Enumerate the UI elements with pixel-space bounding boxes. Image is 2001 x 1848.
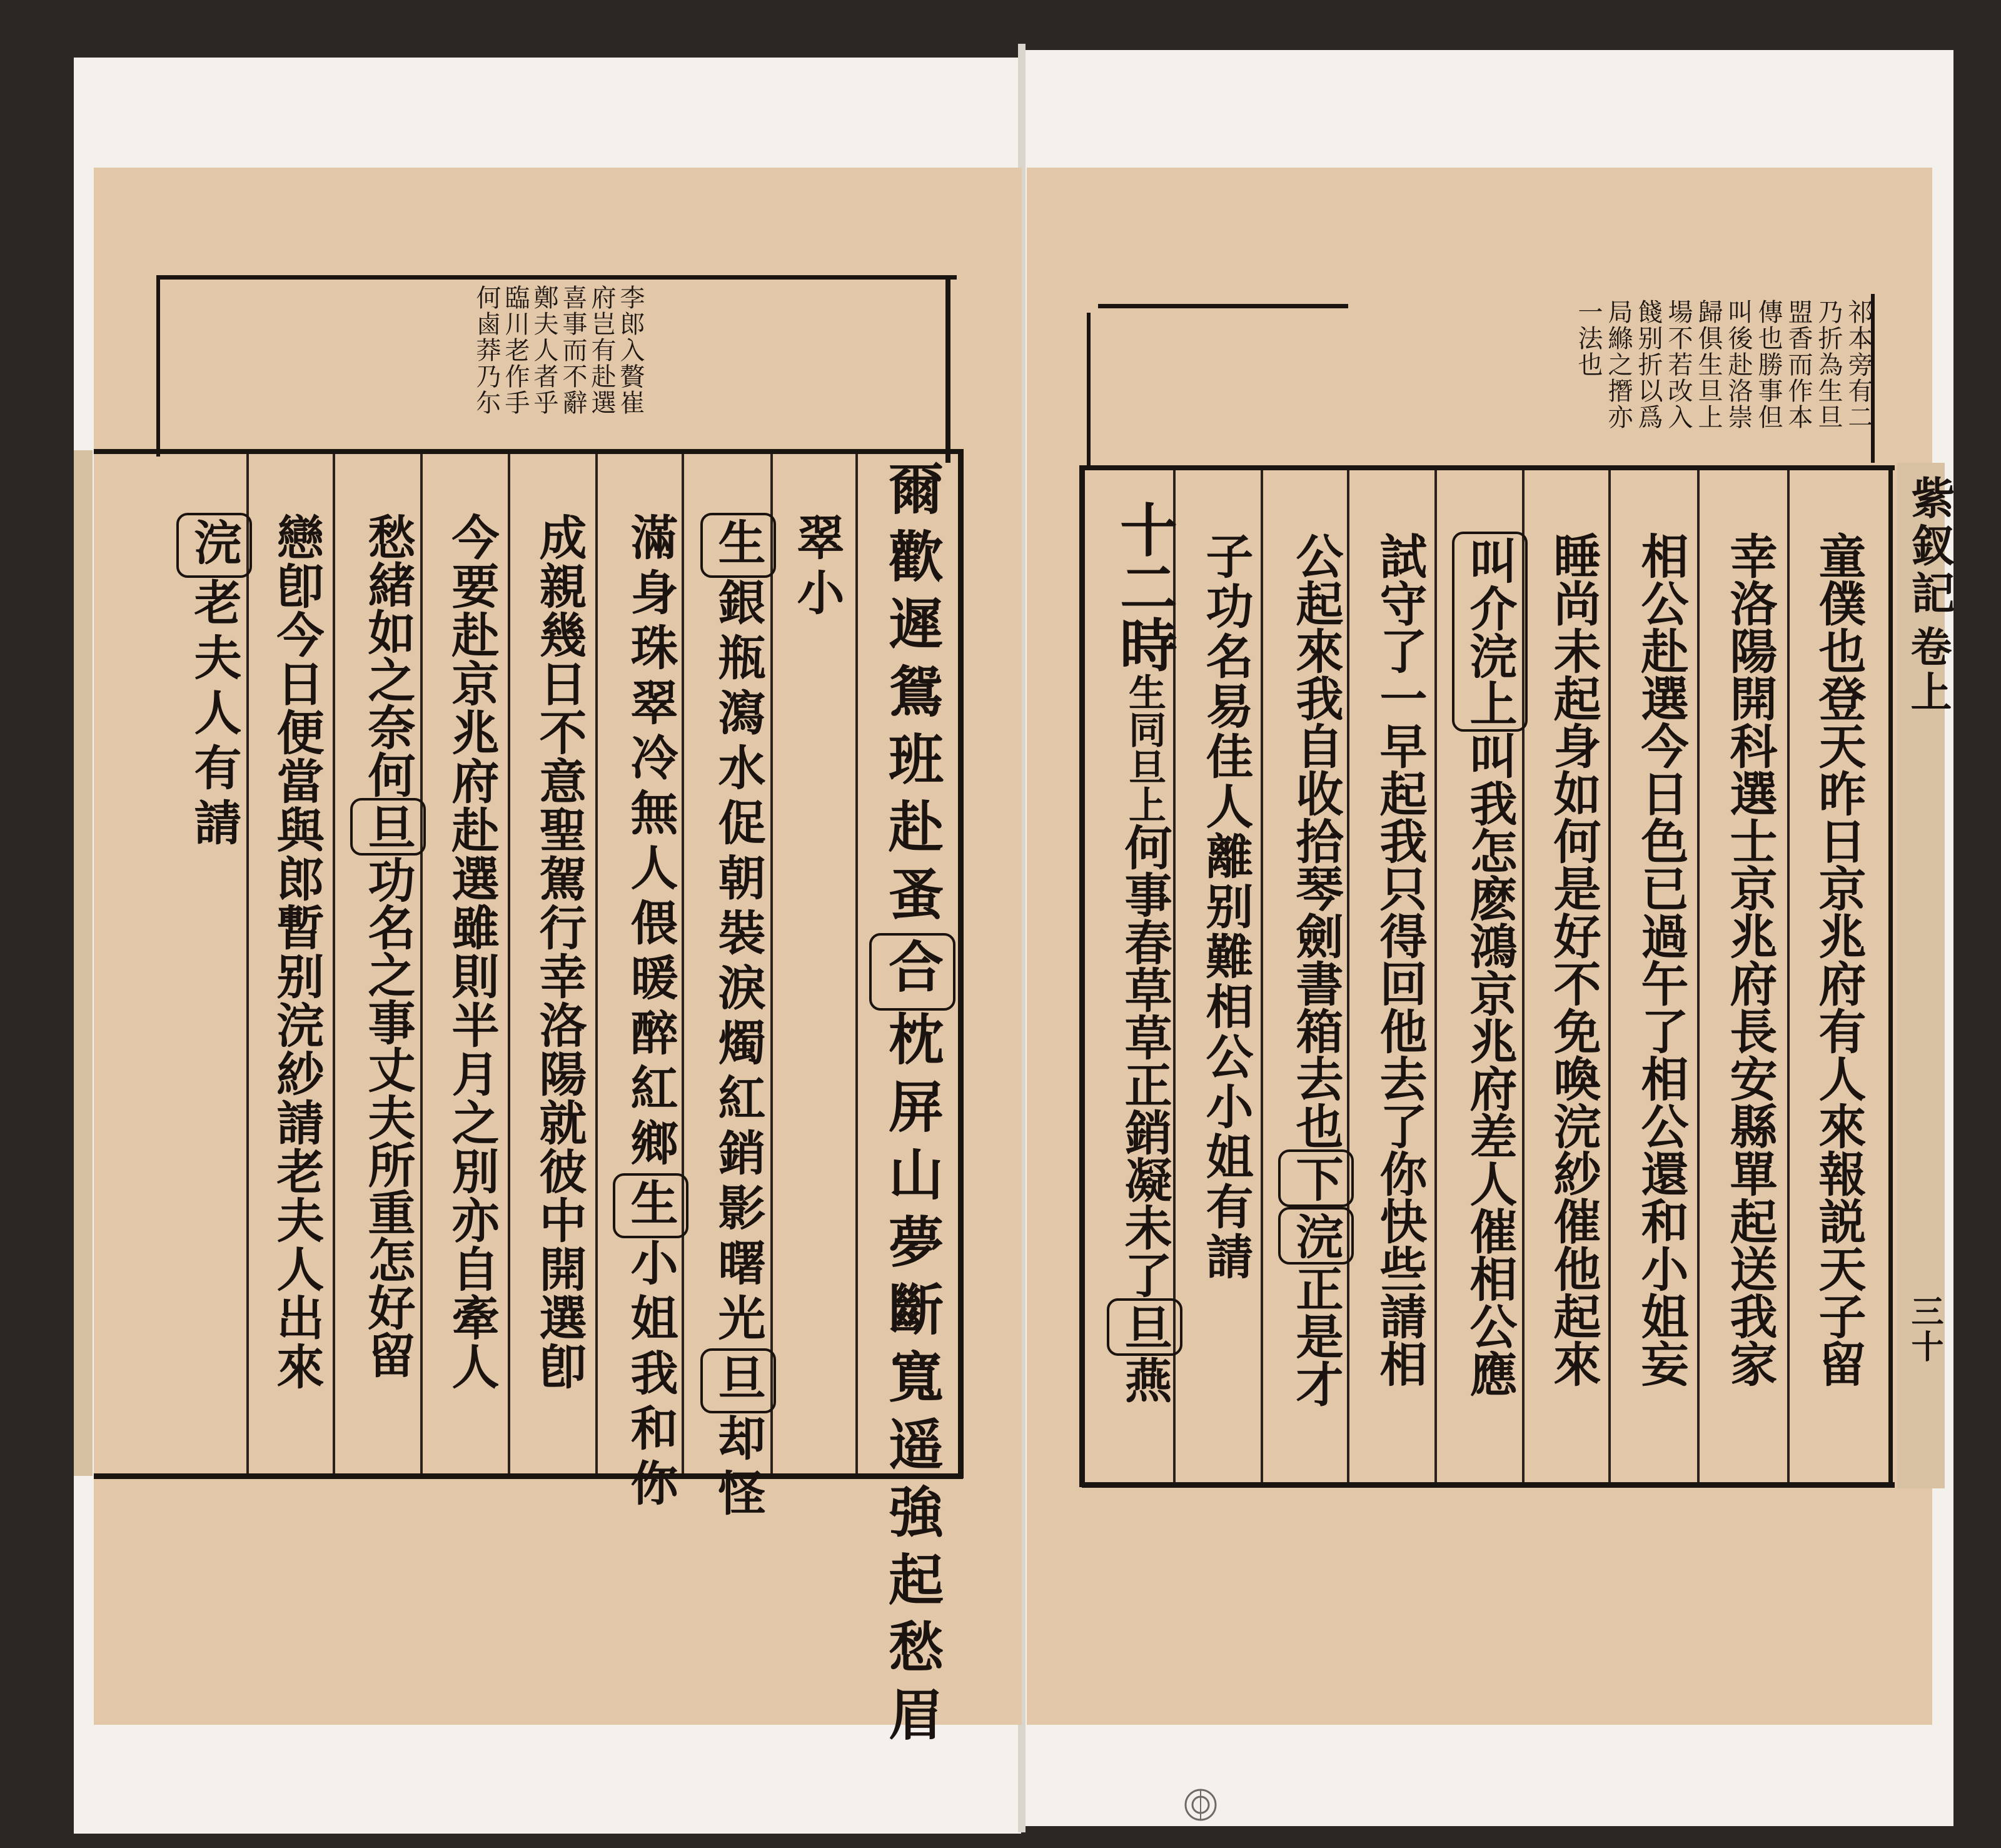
left-margin-strip [74,450,93,1476]
text-column [613,513,688,1513]
margin-volume-label: 卷上 [1903,625,1952,715]
text-run: 正是才 [1288,1265,1344,1407]
right-header-left-rule [1087,313,1091,469]
text-column [869,460,955,1754]
editorial-mark: 旦 [700,1348,776,1413]
text-column [263,513,331,1391]
text-column [783,513,851,623]
text-run: 童僕也登天昨日京兆府有人來報説天子留 [1811,532,1867,1387]
text-run: 相公赴選今日色已過午了相公還和小姐妄 [1633,532,1689,1387]
text-column [1805,532,1873,1387]
text-column [1366,532,1434,1387]
text-run: 今要赴京兆府赴選雖則半月之別亦自牽人 [444,513,500,1391]
text-column [350,513,426,1378]
left-frame-bottom [94,1473,963,1479]
text-run: 燕 [1117,1356,1172,1403]
text-column [525,513,593,1391]
text-column [1716,532,1784,1387]
editorial-mark: 旦 [350,798,426,856]
margin-book-title: 紫釵記 [1904,475,1956,618]
editorial-mark: 生 [613,1173,688,1238]
right-note-line: 餞别折以爲 [1634,299,1663,430]
left-header-top-rule [156,275,957,280]
text-column [1452,532,1528,1397]
library-seal-icon [1183,1787,1218,1822]
text-run: 試守了一早起我只得回他去了你快些請相 [1372,532,1428,1387]
left-frame-top [94,449,963,454]
right-note-line: 傳也勝事但 [1754,299,1783,430]
editorial-mark: 叫介浣上 [1452,532,1528,732]
margin-folio-number: 三十 [1905,1295,1943,1365]
right-frame-right [1888,465,1893,1487]
right-note-line: 盟香而作本 [1784,299,1813,430]
right-note-line: 場不若改入 [1664,299,1693,430]
right-note-line: 祁本旁有二 [1844,299,1873,430]
text-run: 愁緒如之奈何 [360,513,416,798]
text-run: 爾歡遲鴛班赴蚤 [880,460,945,933]
text-column [438,513,506,1391]
editorial-mark: 下 [1278,1149,1354,1207]
editorial-mark: 浣 [1278,1207,1354,1265]
text-column [1103,500,1186,1403]
right-note-line: 乃折為生旦 [1814,299,1843,430]
text-run: 成親幾日不意聖駕行幸洛陽就彼中開選卽 [532,513,587,1391]
text-column [176,513,252,853]
text-column [1627,532,1695,1387]
text-run: 睡尚未起身如何是好不免喚浣紗催他起來 [1546,532,1601,1387]
text-run: 叫我怎麽鴻京兆府差人催相公應 [1462,732,1518,1397]
editorial-mark: 合 [869,933,955,1011]
right-header-top-rule [1098,304,1348,308]
editorial-mark: 生 [700,513,776,578]
text-run: 公起來我自收拾琴劍書箱去也 [1288,532,1344,1149]
text-column [1278,532,1354,1407]
right-frame-top [1082,465,1895,470]
text-run: 何事春草草正銷凝未了 [1117,823,1172,1298]
left-note-line: 府岂有赴選 [587,285,616,416]
text-run: 戀卽今日便當與郎暫别浣紗請老夫人出來 [269,513,325,1391]
left-header-left-rule [156,275,160,457]
text-run: 功名之事丈夫所重怎好留 [360,856,416,1378]
text-run: 銀瓶瀉水促朝裝淚燭紅銷影曙光 [710,578,766,1348]
text-run: 枕屏山夢斷寬遥強起愁眉 [880,1011,945,1754]
text-run: 老夫人有請 [186,578,242,853]
right-note-line: 歸俱生旦上 [1694,299,1723,430]
right-note-line: 叫後赴洛崇 [1724,299,1753,430]
text-column [700,513,776,1523]
text-run: 却怪 [710,1413,766,1523]
text-run: 滿身珠翠冷無人偎暖醉紅鄉 [623,513,678,1173]
right-frame-left [1079,465,1085,1487]
text-run: 翠小 [789,513,845,623]
left-note-line: 鄭夫人者乎 [530,285,558,416]
left-note-line: 李郎入贅崔 [616,285,645,416]
text-run: 生同旦上 [1122,673,1166,823]
left-note-line: 何鹵莽乃尓 [472,285,501,416]
text-run: 小姐我和你 [623,1238,678,1513]
text-run: 幸洛陽開科選士京兆府長安縣單起送我家 [1722,532,1778,1387]
right-frame-bottom [1082,1482,1895,1488]
left-note-line: 喜事而不辭 [558,285,587,416]
text-run: 十二時 [1111,500,1178,673]
right-note-line: 一法也 [1574,299,1603,378]
editorial-mark: 旦 [1107,1298,1182,1356]
editorial-mark: 浣 [176,513,252,578]
right-note-line: 局縧之撍亦 [1604,299,1633,430]
text-column [1540,532,1608,1387]
left-note-line: 臨川老作手 [501,285,530,416]
left-frame-right [958,449,964,1478]
text-run: 子功名易佳人離别難相公小姐有請 [1198,532,1254,1282]
text-column [1192,532,1260,1282]
left-header-right-rule [945,275,950,463]
